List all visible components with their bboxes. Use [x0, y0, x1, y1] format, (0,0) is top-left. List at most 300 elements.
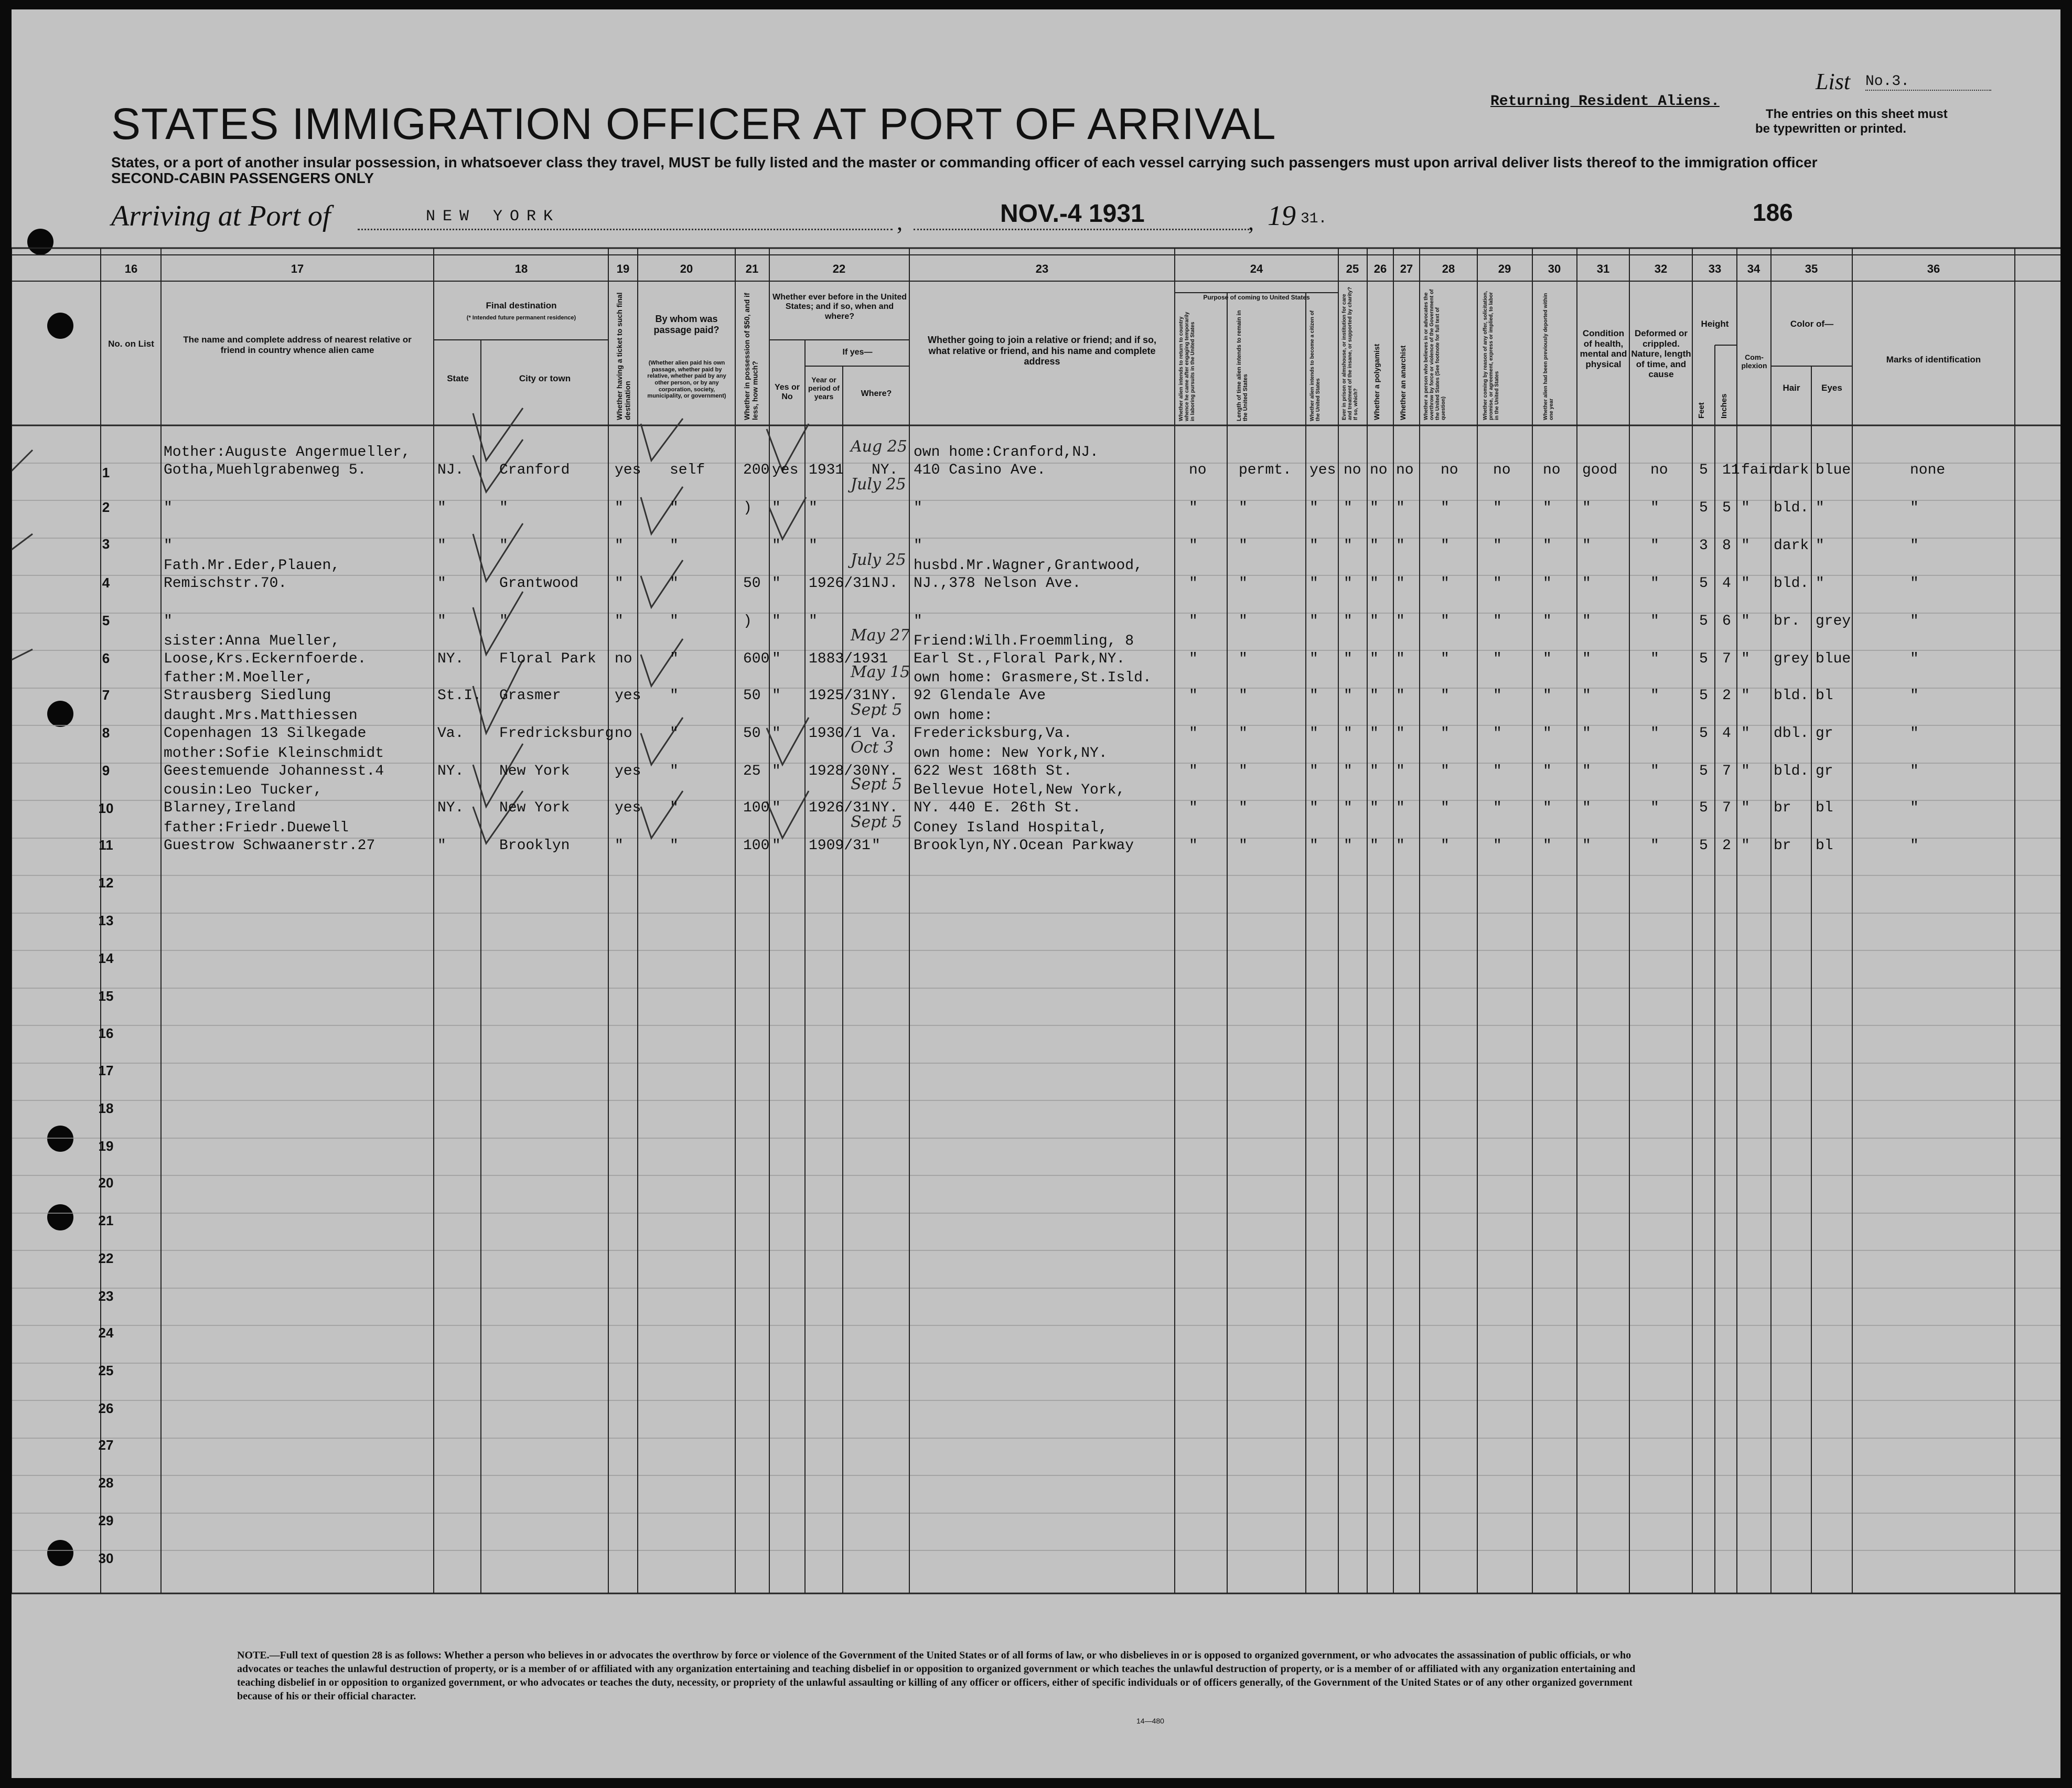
cell-c29: " — [1493, 688, 1502, 704]
cell-marks: " — [1910, 800, 1919, 816]
handwritten-date: May 15 — [851, 663, 910, 681]
cell-yesno: " — [772, 800, 781, 816]
cell-money: 100 — [743, 800, 770, 816]
row-number: 20 — [98, 1175, 114, 1191]
cell-state: " — [437, 838, 446, 854]
cell-complexion: " — [1741, 763, 1750, 779]
row-number: 19 — [98, 1138, 114, 1154]
cell-c27: " — [1396, 838, 1405, 854]
cell-marks: " — [1910, 575, 1919, 592]
column-number: 28 — [1442, 262, 1455, 275]
column-number: 20 — [680, 262, 693, 275]
height-header: Height — [1701, 319, 1729, 329]
cell-c25: " — [1344, 538, 1352, 554]
cell-p24b: " — [1239, 688, 1248, 704]
cell-yesno: " — [772, 688, 781, 704]
cell-state: NY. — [437, 800, 464, 816]
cell-rel1: daught.Mrs.Matthiessen — [164, 708, 358, 724]
cell-year: 1925/31 — [809, 688, 871, 704]
cell-marks: " — [1910, 725, 1919, 742]
cell-marks: " — [1910, 538, 1919, 554]
color-of-header: Color of— — [1790, 319, 1834, 329]
column-number: 24 — [1250, 262, 1263, 275]
cell-p24c: " — [1309, 800, 1318, 816]
cell-deformed: " — [1650, 651, 1659, 667]
cell-c26: " — [1370, 500, 1379, 516]
cell-money: ) — [743, 500, 752, 516]
cell-city: Grasmer — [499, 688, 561, 704]
cell-c29: " — [1493, 575, 1502, 592]
cell-c26: " — [1370, 538, 1379, 554]
cell-city: Floral Park — [499, 651, 596, 667]
row-number: 7 — [102, 687, 110, 703]
cell-year: 1909/31 — [809, 838, 871, 854]
cell-complexion: " — [1741, 800, 1750, 816]
row-number: 2 — [102, 499, 110, 515]
cell-paid: " — [670, 763, 679, 779]
instructions: States, or a port of another insular possession, in whatsoever class they travel, MUST be fully listed and the master or commanding officer of each vessel carrying such passengers must upon arrival deliver lists thereof to the immigration officer — [111, 154, 1818, 170]
cell-c26: " — [1370, 763, 1379, 779]
cell-hair: bld. — [1774, 575, 1809, 592]
cell-p24b: " — [1239, 500, 1248, 516]
cell-year: 1931 — [809, 462, 844, 478]
believer-header: Whether a person who believes in or advocates the overthrow by force or violence of the Government of the United States (See footnote for full text of question) — [1423, 289, 1446, 420]
cell-c28: " — [1441, 800, 1450, 816]
cell-money: 50 — [743, 725, 761, 742]
returning-resident-aliens: Returning Resident Aliens. — [1490, 93, 1720, 110]
cell-c27: " — [1396, 763, 1405, 779]
cell-eyes: grey — [1816, 613, 1851, 629]
row-number: 1 — [102, 465, 110, 480]
if-yes-header: If yes— — [842, 348, 873, 357]
row-number: 22 — [98, 1250, 114, 1266]
cell-c28: " — [1441, 575, 1450, 592]
cell-money: 25 — [743, 763, 761, 779]
cell-join1: Bellevue Hotel,New York, — [914, 782, 1125, 798]
cell-health: " — [1582, 575, 1591, 592]
cell-join2: " — [914, 538, 922, 554]
port-name: NEW YORK — [426, 208, 561, 226]
column-number: 36 — [1927, 262, 1940, 275]
cell-ticket: yes — [615, 800, 641, 816]
cell-rel1: father:Friedr.Duewell — [164, 820, 349, 836]
yes-no-header: Yes or No — [774, 383, 800, 402]
cell-money: 100 — [743, 838, 770, 854]
cell-c30: " — [1543, 800, 1552, 816]
cell-state: NJ. — [437, 462, 464, 478]
cell-p24b: " — [1239, 575, 1248, 592]
column-number: 21 — [745, 262, 759, 275]
column-number: 25 — [1346, 262, 1359, 275]
column-number: 35 — [1805, 262, 1818, 275]
cell-p24c: " — [1309, 613, 1318, 629]
polygamist-header: Whether a polygamist — [1372, 344, 1381, 420]
cell-c28: " — [1441, 763, 1450, 779]
cell-p24c: " — [1309, 725, 1318, 742]
cell-marks: none — [1910, 462, 1946, 478]
cell-join1: own home: New York,NY. — [914, 745, 1108, 762]
city-header: City or town — [519, 373, 571, 383]
cell-eyes: " — [1816, 538, 1824, 554]
cell-c27: " — [1396, 800, 1405, 816]
cell-state: Va. — [437, 725, 464, 742]
cell-ticket: yes — [615, 462, 641, 478]
cell-c26: " — [1370, 725, 1379, 742]
cell-c30: no — [1543, 462, 1561, 478]
cell-c29: " — [1493, 500, 1502, 516]
cell-feet: 5 — [1699, 838, 1708, 854]
cell-year: 1883/1931 — [809, 651, 888, 667]
final-destination-note: (* Intended future permanent residence) — [466, 315, 576, 321]
cell-p24a: " — [1189, 651, 1198, 667]
marks-header: Marks of identification — [1886, 355, 1981, 365]
row-number: 28 — [98, 1475, 114, 1491]
cell-join1: own home: Grasmere,St.Isld. — [914, 670, 1152, 686]
cell-inches: 4 — [1722, 725, 1731, 742]
cell-where: NY. — [872, 763, 898, 779]
cell-rel2: " — [164, 538, 173, 554]
cell-hair: br — [1774, 800, 1791, 816]
cell-c28: " — [1441, 538, 1450, 554]
cell-state: " — [437, 575, 446, 592]
cell-c25: " — [1344, 763, 1352, 779]
cell-year: " — [809, 538, 818, 554]
arriving-label: Arriving at Port of — [111, 200, 331, 232]
cell-feet: 5 — [1699, 688, 1708, 704]
cell-inches: 8 — [1722, 538, 1731, 554]
cell-health: " — [1582, 500, 1591, 516]
cell-deformed: " — [1650, 838, 1659, 854]
cell-c26: " — [1370, 613, 1379, 629]
row-number: 9 — [102, 763, 110, 778]
column-number: 34 — [1747, 262, 1760, 275]
row-number: 8 — [102, 725, 110, 741]
cell-c30: " — [1543, 538, 1552, 554]
cell-complexion: fair — [1741, 462, 1777, 478]
cell-c28: " — [1441, 688, 1450, 704]
cell-inches: 11 — [1722, 462, 1740, 478]
cell-paid: " — [670, 800, 679, 816]
cell-year: " — [809, 500, 818, 516]
cell-p24b: " — [1239, 800, 1248, 816]
cell-city: " — [499, 613, 508, 629]
cell-c25: " — [1344, 725, 1352, 742]
cell-state: " — [437, 538, 446, 554]
cell-state: NY. — [437, 763, 464, 779]
cell-c25: " — [1344, 800, 1352, 816]
cell-rel2: Guestrow Schwaanerstr.27 — [164, 838, 375, 854]
cell-feet: 5 — [1699, 500, 1708, 516]
typewritten-note-2: be typewritten or printed. — [1755, 122, 1907, 136]
prison-header: Ever in prison or almshouse, or institution for care and treatment of the insane, or supported by charity? If so, which? — [1341, 287, 1359, 420]
handwritten-date: Sept 5 — [851, 813, 903, 831]
cell-ticket: " — [615, 500, 624, 516]
row-number: 14 — [98, 950, 114, 966]
cell-c25: " — [1344, 500, 1352, 516]
cell-c25: " — [1344, 613, 1352, 629]
cell-join1: own home: — [914, 708, 993, 724]
cell-join2: NY. 440 E. 26th St. — [914, 800, 1081, 816]
cell-ticket: " — [615, 613, 624, 629]
column-number: 32 — [1654, 262, 1668, 275]
comma: , — [897, 209, 903, 235]
cell-c27: no — [1396, 462, 1414, 478]
cell-city: " — [499, 500, 508, 516]
cell-c30: " — [1543, 725, 1552, 742]
cell-c29: " — [1493, 725, 1502, 742]
cell-yesno: " — [772, 763, 781, 779]
cell-p24c: " — [1309, 538, 1318, 554]
cell-p24a: " — [1189, 575, 1198, 592]
manifest-sheet — [12, 9, 2060, 1778]
cell-c28: no — [1441, 462, 1458, 478]
cell-p24c: yes — [1309, 462, 1336, 478]
column-number: 27 — [1400, 262, 1413, 275]
cell-join2: " — [914, 500, 922, 516]
cell-yesno: yes — [772, 462, 799, 478]
cell-eyes: gr — [1816, 763, 1833, 779]
cell-c26: " — [1370, 575, 1379, 592]
cell-hair: grey — [1774, 651, 1809, 667]
cell-ticket: no — [615, 725, 632, 742]
cell-eyes: blue — [1816, 651, 1851, 667]
cell-state: St.I. — [437, 688, 482, 704]
cell-p24c: " — [1309, 651, 1318, 667]
cell-p24b: " — [1239, 838, 1248, 854]
cell-deformed: no — [1650, 462, 1668, 478]
row-number: 18 — [98, 1100, 114, 1116]
cell-c29: " — [1493, 763, 1502, 779]
cell-marks: " — [1910, 500, 1919, 516]
cell-year: 1926/31 — [809, 800, 871, 816]
cell-city: New York — [499, 800, 570, 816]
cell-c26: " — [1370, 688, 1379, 704]
cell-c29: no — [1493, 462, 1511, 478]
cell-p24a: " — [1189, 613, 1198, 629]
year-period-header: Year or period of years — [808, 376, 840, 401]
column-number: 30 — [1548, 262, 1561, 275]
cell-c25: " — [1344, 575, 1352, 592]
by-whom-header: By whom was passage paid? — [653, 314, 720, 335]
cell-hair: bld. — [1774, 763, 1809, 779]
cell-paid: " — [670, 688, 679, 704]
page-number: 186 — [1753, 199, 1793, 226]
cell-c27: " — [1396, 575, 1405, 592]
cell-rel2: Loose,Krs.Eckernfoerde. — [164, 651, 367, 667]
cell-year: 1926/31 — [809, 575, 871, 592]
cell-complexion: " — [1741, 651, 1750, 667]
footnote: NOTE.—Full text of question 28 is as follows: Whether a person who believes in or advocates the overthrow by force or violence of the Government of the United States or of all forms of law, or who disbelieves in or is opposed to organized government, or who advocates the assassination of public officials, or who advocates or teaches the unlawful destruction of property, or is a member of or affiliated with any organization entertaining and teaching disbelief in or opposition to organized government or which teaches the unlawful destruction of property, or is a member of or affiliated with any organization entertaining and teaching disbelief in or opposition to organized government, or who advocates or teaches the duty, necessity, or propriety of the unlawful assaulting or killing of any officer or officers, either of specific individuals or of officers generally, of the Government of the United States or of any other organized government because of his or their official character. — [237, 1650, 1636, 1702]
cell-ticket: " — [615, 538, 624, 554]
form-number: 14—480 — [1136, 1717, 1164, 1725]
cell-where: NY. — [872, 462, 898, 478]
cell-deformed: " — [1650, 613, 1659, 629]
cell-c30: " — [1543, 500, 1552, 516]
cell-complexion: " — [1741, 538, 1750, 554]
cell-inches: 6 — [1722, 613, 1731, 629]
cell-join2: 622 West 168th St. — [914, 763, 1072, 779]
cell-c29: " — [1493, 538, 1502, 554]
column-number: 31 — [1596, 262, 1610, 275]
cell-c29: " — [1493, 838, 1502, 854]
row-number: 23 — [98, 1288, 114, 1304]
cell-p24a: " — [1189, 725, 1198, 742]
cell-city: Brooklyn — [499, 838, 570, 854]
cell-join2: Earl St.,Floral Park,NY. — [914, 651, 1125, 667]
cell-join2: 92 Glendale Ave — [914, 688, 1046, 704]
cell-health: " — [1582, 725, 1591, 742]
second-cabin-label: SECOND-CABIN PASSENGERS ONLY — [111, 170, 374, 186]
cell-inches: 2 — [1722, 838, 1731, 854]
cell-p24b: " — [1239, 725, 1248, 742]
handwritten-date: Sept 5 — [851, 775, 903, 794]
cell-eyes: bl — [1816, 838, 1833, 854]
hair-header: Hair — [1783, 383, 1800, 393]
cell-rel1: cousin:Leo Tucker, — [164, 782, 323, 798]
cell-money: 50 — [743, 688, 761, 704]
purpose-header: Purpose of coming to United States — [1203, 294, 1310, 301]
cell-city: New York — [499, 763, 570, 779]
cell-join1: own home:Cranford,NJ. — [914, 444, 1099, 461]
cell-p24b: " — [1239, 651, 1248, 667]
nearest-relative-header: The name and complete address of nearest relative or friend in country whence alien came — [183, 335, 412, 355]
state-header: State — [447, 373, 469, 383]
cell-complexion: " — [1741, 725, 1750, 742]
column-number: 18 — [514, 262, 528, 275]
list-number: No.3. — [1865, 73, 1991, 91]
cell-ticket: " — [615, 575, 624, 592]
cell-c27: " — [1396, 688, 1405, 704]
cell-yesno: " — [772, 538, 781, 554]
cell-c30: " — [1543, 613, 1552, 629]
cell-join2: " — [914, 613, 922, 629]
cell-inches: 5 — [1722, 500, 1731, 516]
cell-inches: 7 — [1722, 651, 1731, 667]
cell-feet: 5 — [1699, 575, 1708, 592]
cell-where: " — [872, 838, 881, 854]
cell-c27: " — [1396, 613, 1405, 629]
cell-marks: " — [1910, 613, 1919, 629]
cell-health: " — [1582, 651, 1591, 667]
cell-eyes: " — [1816, 575, 1824, 592]
cell-eyes: " — [1816, 500, 1824, 516]
cell-paid: " — [670, 838, 679, 854]
cell-rel2: Copenhagen 13 Silkegade — [164, 725, 367, 742]
row-number: 29 — [98, 1513, 114, 1528]
cell-feet: 5 — [1699, 800, 1708, 816]
row-number: 6 — [102, 650, 110, 666]
row-number: 17 — [98, 1063, 114, 1078]
cell-deformed: " — [1650, 500, 1659, 516]
purpose-length-header: Length of time alien intends to remain in the United States — [1236, 310, 1249, 421]
cell-state: NY. — [437, 651, 464, 667]
column-number: 17 — [291, 262, 304, 275]
final-destination-header: Final destination — [486, 301, 557, 311]
cell-complexion: " — [1741, 613, 1750, 629]
cell-complexion: " — [1741, 575, 1750, 592]
year-suffix: 31. — [1301, 211, 1327, 227]
row-number: 13 — [98, 913, 114, 928]
row-number: 12 — [98, 875, 114, 891]
cell-deformed: " — [1650, 763, 1659, 779]
cell-p24b: " — [1239, 763, 1248, 779]
cell-c30: " — [1543, 688, 1552, 704]
row-number: 30 — [98, 1550, 114, 1566]
cell-feet: 5 — [1699, 651, 1708, 667]
cell-c29: " — [1493, 651, 1502, 667]
cell-c27: " — [1396, 725, 1405, 742]
date-stamp: NOV.-4 1931 — [1000, 200, 1145, 228]
cell-paid: " — [670, 725, 679, 742]
cell-eyes: gr — [1816, 725, 1833, 742]
year-prefix: 19 — [1268, 200, 1296, 231]
cell-rel2: " — [164, 500, 173, 516]
cell-marks: " — [1910, 838, 1919, 854]
row-number: 3 — [102, 536, 110, 552]
cell-c26: " — [1370, 838, 1379, 854]
column-number: 19 — [616, 262, 630, 275]
cell-state: " — [437, 500, 446, 516]
cell-where: NJ. — [872, 575, 898, 592]
cell-health: " — [1582, 838, 1591, 854]
cell-deformed: " — [1650, 688, 1659, 704]
cell-feet: 5 — [1699, 462, 1708, 478]
cell-year: " — [809, 613, 818, 629]
cell-c25: " — [1344, 651, 1352, 667]
cell-join2: Fredericksburg,Va. — [914, 725, 1072, 742]
column-number: 16 — [124, 262, 138, 275]
cell-ticket: yes — [615, 763, 641, 779]
row-number: 27 — [98, 1437, 114, 1453]
cell-p24b: permt. — [1239, 462, 1292, 478]
cell-inches: 2 — [1722, 688, 1731, 704]
cell-health: " — [1582, 800, 1591, 816]
cell-p24c: " — [1309, 688, 1318, 704]
handwritten-date: Aug 25 — [851, 437, 907, 456]
handwritten-date: Oct 3 — [851, 738, 894, 757]
cell-rel2: Blarney,Ireland — [164, 800, 296, 816]
cell-deformed: " — [1650, 725, 1659, 742]
row-number: 26 — [98, 1400, 114, 1416]
cell-feet: 5 — [1699, 763, 1708, 779]
cell-c28: " — [1441, 651, 1450, 667]
cell-c29: " — [1493, 800, 1502, 816]
cell-c26: " — [1370, 800, 1379, 816]
before-us-header: Whether ever before in the United States; and if so, when and where? — [772, 293, 907, 321]
cell-p24b: " — [1239, 613, 1248, 629]
cell-hair: dark — [1774, 538, 1809, 554]
handwritten-date: Sept 5 — [851, 701, 903, 719]
cell-c27: " — [1396, 500, 1405, 516]
cell-where: NY. — [872, 688, 898, 704]
row-number: 16 — [98, 1025, 114, 1041]
cell-hair: br — [1774, 838, 1791, 854]
column-number: 29 — [1498, 262, 1511, 275]
money-header: Whether in possession of $50, and if less, how much? — [743, 293, 759, 420]
cell-feet: 5 — [1699, 613, 1708, 629]
row-number: 5 — [102, 613, 110, 628]
cell-c30: " — [1543, 651, 1552, 667]
cell-p24b: " — [1239, 538, 1248, 554]
cell-city: Fredricksburg — [499, 725, 614, 742]
cell-yesno: " — [772, 500, 781, 516]
cell-rel2: Remischstr.70. — [164, 575, 287, 592]
cell-c26: no — [1370, 462, 1388, 478]
cell-health: " — [1582, 538, 1591, 554]
where-header: Where? — [861, 389, 892, 398]
cell-city: " — [499, 538, 508, 554]
cell-yesno: " — [772, 651, 781, 667]
